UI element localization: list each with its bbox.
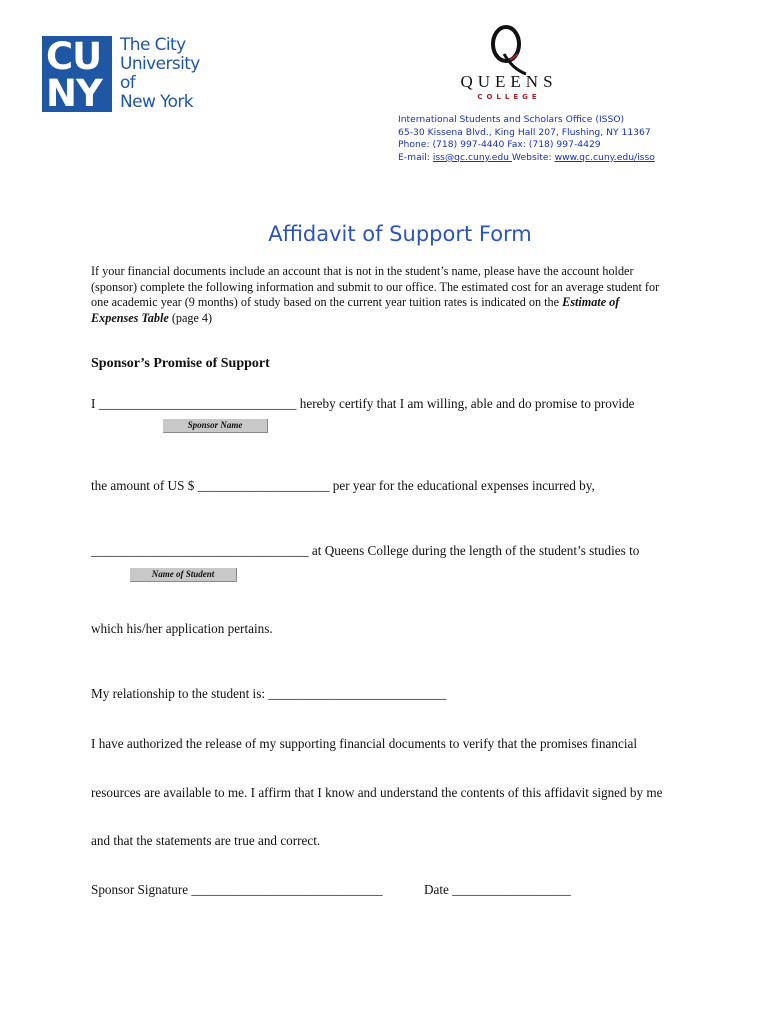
cuny-text-line: The City [120,35,186,55]
date-field[interactable]: Date __________________ [424,882,571,897]
amount-line[interactable]: the amount of US $ ____________________ per year for the educational expenses incurred by, [91,478,595,493]
website-link[interactable]: www.qc.cuny.edu/isso [554,151,655,163]
cuny-logo [42,36,222,114]
student-line[interactable]: _________________________________ at Queens College during the length of the student’s studies to [91,543,640,558]
website-label: Website: [511,151,555,163]
authorization-line: I have authorized the release of my supporting financial documents to verify that the promises financial [91,736,637,751]
cuny-text-line: University [120,54,200,74]
office-contact-block [398,114,655,164]
email-label: E-mail: [398,151,433,163]
relationship-line[interactable]: My relationship to the student is: ___________________________ [91,686,447,701]
office-email-line [398,152,655,165]
cuny-text-line: of [120,73,136,93]
form-title: Affidavit of Support Form [268,222,532,246]
pertains-line: which his/her application pertains. [91,621,273,636]
statements-line: and that the statements are true and correct. [91,833,321,848]
cuny-logo-letters-bottom: NY [46,72,102,115]
email-link[interactable]: iss@qc.cuny.edu [432,151,512,163]
intro-suffix: (page 4) [168,310,213,325]
college-wordmark: COLLEGE [477,93,541,101]
cuny-logo-text [120,36,200,112]
queens-q-emblem [488,24,528,76]
intro-paragraph [91,264,666,326]
office-address: 65-30 Kissena Blvd., King Hall 207, Flushing, NY 11367 [398,126,651,138]
resources-line: resources are available to me. I affirm that I know and understand the contents of this affidavit signed by me [91,785,663,800]
cuny-logo-letters [42,35,112,115]
estimate-table-reference: Estimate of Expenses Table [91,295,620,325]
intro-text: If your financial documents include an account that is not in the student’s name, please have the account holder (sponsor) complete the following information and submit to our office. The estimated cost for an average student for one academic year (9 months) of study based on the current year tuition rates is indicated on the [91,264,660,310]
sponsor-signature-field[interactable]: Sponsor Signature _____________________________ [91,882,383,897]
queens-wordmark: QUEENS [460,72,558,91]
student-name-caption: Name of Student [130,568,237,582]
queens-college-logo [450,24,568,104]
office-name: International Students and Scholars Office (ISSO) [398,114,625,125]
office-phone: Phone: (718) 997-4440 Fax: (718) 997-4429 [398,139,601,151]
cuny-logo-letters-top: CU [46,35,102,78]
sponsor-name-caption: Sponsor Name [163,419,268,433]
section-heading: Sponsor’s Promise of Support [91,356,270,371]
certify-line[interactable]: I ______________________________ hereby certify that I am willing, able and do promise to provide [91,396,635,411]
cuny-text-line: New York [120,92,194,112]
